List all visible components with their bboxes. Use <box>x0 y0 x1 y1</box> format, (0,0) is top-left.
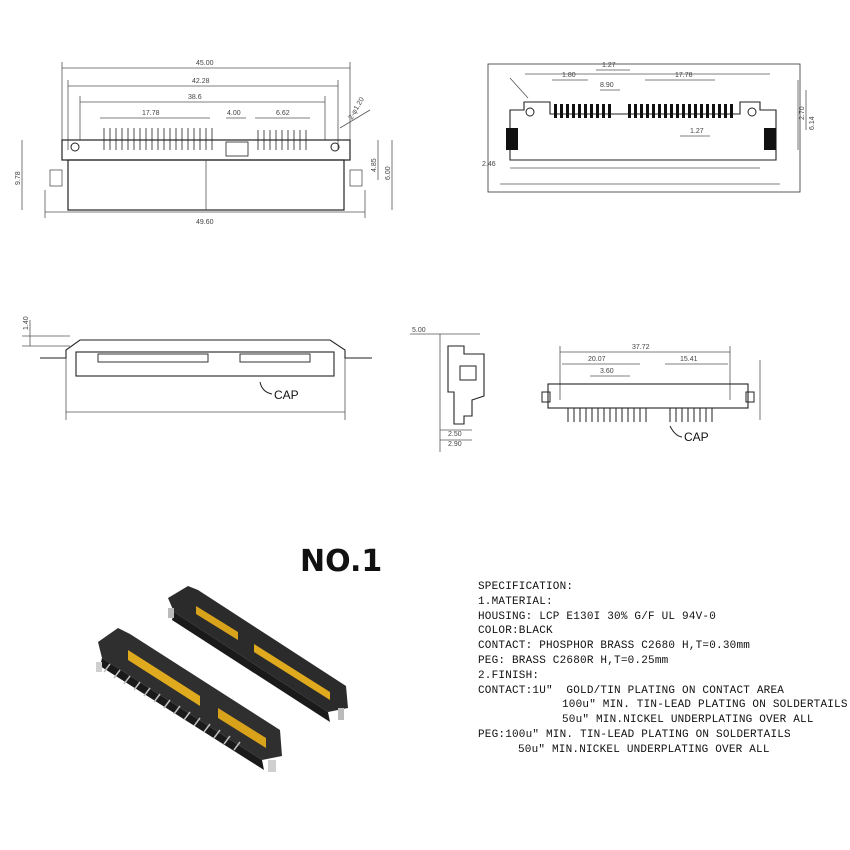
dim-height-2: 6.00 <box>385 166 392 180</box>
dim-front-peg: 2.46 <box>482 161 496 168</box>
specification-block <box>478 580 848 758</box>
spec-contact-finish-2: 100u" MIN. TIN-LEAD PLATING ON SOLDERTAILS <box>562 699 848 712</box>
dim-front-pitch-1: 1.80 <box>562 72 576 79</box>
spec-heading: SPECIFICATION: <box>478 581 574 593</box>
dim-bottom-gap: 3.60 <box>600 368 614 375</box>
dim-front-height-2: 6.14 <box>809 116 816 130</box>
side-view-drawing <box>0 310 400 430</box>
spec-housing: HOUSING: LCP E130I 30% G/F UL 94V-0 <box>478 610 717 623</box>
dim-total-width: 49.60 <box>196 219 214 226</box>
dim-front-row: 17.78 <box>675 72 693 79</box>
spec-contact-finish-3: 50u" MIN.NICKEL UNDERPLATING OVER ALL <box>562 714 814 727</box>
dim-peg-spacing: 38.6 <box>188 94 202 101</box>
dim-depth: 9.78 <box>15 171 22 185</box>
dim-signal-pitch: 17.78 <box>142 110 160 117</box>
dim-key-width: 4.00 <box>227 110 241 117</box>
dim-overall-length: 45.00 <box>196 60 214 67</box>
dim-side-height: 1.40 <box>23 316 30 330</box>
dim-bottom-right: 15.41 <box>680 356 698 363</box>
connector-photo <box>90 580 370 780</box>
spec-finish-heading: 2.FINISH: <box>478 669 540 682</box>
dim-front-gap: 8.90 <box>600 82 614 89</box>
cap-label: CAP <box>274 388 299 402</box>
dim-front-pitch-2: 1.27 <box>602 62 616 69</box>
dim-bottom-total: 37.72 <box>632 344 650 351</box>
dim-end-1: 5.00 <box>412 327 426 334</box>
spec-color: COLOR:BLACK <box>478 625 553 638</box>
end-view-drawing <box>400 320 510 460</box>
dim-front-height-1: 2.70 <box>799 106 806 120</box>
spec-contact-finish-1: CONTACT:1U" GOLD/TIN PLATING ON CONTACT AREA <box>478 684 785 697</box>
bottom-cap-label: CAP <box>684 430 709 444</box>
dim-end-2: 2.50 <box>448 431 462 438</box>
spec-contact: CONTACT: PHOSPHOR BRASS C2680 H,T=0.30mm <box>478 640 751 653</box>
bottom-view-drawing <box>530 340 790 450</box>
dim-height-1: 4.85 <box>371 158 378 172</box>
dim-bottom-left: 20.07 <box>588 356 606 363</box>
top-view-drawing <box>0 50 420 230</box>
dim-power-pitch: 6.62 <box>276 110 290 117</box>
dim-body-length: 42.28 <box>192 78 210 85</box>
front-view-drawing <box>470 50 820 210</box>
dim-front-key: 1.27 <box>690 128 704 135</box>
dim-hole-diameter: 2-φ1.20 <box>347 96 366 121</box>
model-title: NO.1 <box>300 544 383 579</box>
spec-peg-finish-1: PEG:100u" MIN. TIN-LEAD PLATING ON SOLDERTAILS <box>478 728 791 741</box>
spec-peg: PEG: BRASS C2680R H,T=0.25mm <box>478 654 669 667</box>
spec-material-heading: 1.MATERIAL: <box>478 595 553 608</box>
dim-end-3: 2.90 <box>448 441 462 448</box>
spec-peg-finish-2: 50u" MIN.NICKEL UNDERPLATING OVER ALL <box>518 743 770 756</box>
